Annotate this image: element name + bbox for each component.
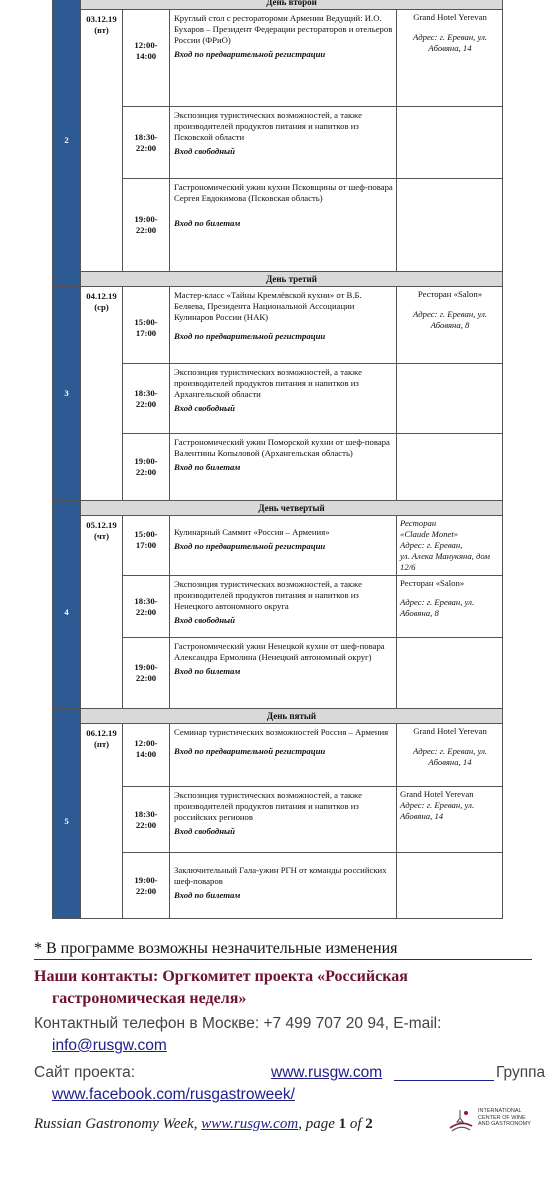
table-row — [53, 516, 503, 576]
venue-address: Адрес: г. Ереван, ул. Алека Манукяна, дом 12/6 — [400, 540, 490, 572]
day-header-row — [53, 272, 503, 287]
day-number-cell — [53, 0, 81, 10]
event-title: Семинар туристических возможностей Россия – Армения — [174, 727, 389, 737]
event-time — [123, 179, 170, 272]
event-time — [123, 576, 170, 638]
event-description — [170, 179, 397, 272]
event-time — [123, 107, 170, 179]
footer-site-link[interactable]: www.rusgw.com — [201, 1116, 299, 1132]
table-row — [53, 10, 503, 107]
event-description — [170, 107, 397, 179]
date-text: 05.12.19 — [86, 520, 117, 530]
table-row — [53, 287, 503, 364]
day-header: День четвертый — [81, 501, 503, 516]
contacts-line-1: Наши контакты: Оргкомитет проекта «Российская — [34, 968, 408, 985]
venue-address: Адрес: г. Ереван, ул. Абовяна, 14 — [412, 32, 488, 53]
event-title: Мастер-класс «Тайны Кремлёвской кухни» от В.Б. Беляева, Президента Национальной Ассоциации Кулинаров России (НАК) — [174, 290, 362, 322]
event-venue — [397, 364, 503, 434]
time-text: 12:00- 14:00 — [134, 40, 158, 61]
event-entry-note: Вход свободный — [174, 403, 235, 413]
event-entry-note: Вход по билетам — [174, 890, 241, 900]
logo-text: INTERNATIONAL CENTER OF WINE AND GASTRONOMY — [478, 1108, 531, 1127]
event-time — [123, 287, 170, 364]
table-row — [53, 724, 503, 787]
day-header-row — [53, 501, 503, 516]
footer-page-word: , page — [298, 1116, 339, 1132]
event-venue — [397, 724, 503, 787]
event-entry-note: Вход по предварительной регистрации — [174, 49, 326, 59]
event-title: Круглый стол с ресторатороми Армении Ведущий: И.О. Бухаров – Президент Федерации рестораторов и отельеров России (ФРиО) — [174, 13, 393, 45]
venue-name: Grand Hotel Yerevan — [413, 12, 487, 22]
site-label: Сайт проекта: — [34, 1064, 136, 1081]
event-description — [170, 638, 397, 709]
event-time — [123, 10, 170, 107]
event-entry-note: Вход по предварительной регистрации — [174, 331, 326, 341]
day-header: День пятый — [81, 709, 503, 724]
email-link[interactable]: info@rusgw.com — [52, 1037, 167, 1054]
event-description — [170, 576, 397, 638]
venue-address: Адрес: г. Ереван, ул. Абовяна, 14 — [400, 800, 475, 821]
group-label: Группа — [496, 1064, 546, 1081]
day-header-row — [53, 709, 503, 724]
venue-name: Ресторан «Claude Monet» — [400, 518, 459, 539]
event-venue — [397, 638, 503, 709]
day-header: День второй — [81, 0, 503, 10]
venue-name: Ресторан «Salon» — [400, 578, 465, 588]
event-description — [170, 434, 397, 501]
event-entry-note: Вход по билетам — [174, 218, 241, 228]
event-time — [123, 434, 170, 501]
icwg-logo — [446, 1106, 536, 1136]
weekday-text: (пт) — [93, 739, 110, 749]
day-number: 5 — [53, 724, 81, 919]
day-date — [81, 287, 123, 501]
day-header: День третий — [81, 272, 503, 287]
page-number: 1 — [338, 1116, 347, 1132]
event-title: Гастрономический ужин Поморской кухни от шеф-повара Валентины Копыловой (Архангельская область) — [174, 437, 390, 458]
weekday-text: (чт) — [94, 531, 109, 541]
event-venue — [397, 576, 503, 638]
time-text: 15:00- 17:00 — [134, 529, 158, 550]
day-number: 4 — [53, 516, 81, 709]
venue-address: Адрес: г. Ереван, ул. Абовяна, 8 — [400, 597, 475, 618]
event-description — [170, 853, 397, 919]
event-time — [123, 724, 170, 787]
event-description — [170, 10, 397, 107]
event-title: Экспозиция туристических возможностей, а также производителей продуктов питания и напитков из российских регионов — [174, 790, 362, 822]
day-number-cell — [53, 272, 81, 287]
event-venue — [397, 434, 503, 501]
event-venue — [397, 179, 503, 272]
day-date — [81, 10, 123, 272]
day-number-cell — [53, 709, 81, 724]
event-entry-note: Вход по билетам — [174, 462, 241, 472]
event-description — [170, 287, 397, 364]
day-header-row — [53, 0, 503, 10]
venue-name: Ресторан «Salon» — [417, 289, 483, 299]
event-venue — [397, 287, 503, 364]
weekday-text: (вт) — [94, 25, 109, 35]
footer-prefix: Russian Gastronomy Week, — [34, 1116, 202, 1132]
date-text: 03.12.19 — [86, 14, 117, 24]
event-entry-note: Вход свободный — [174, 615, 235, 625]
event-title: Экспозиция туристических возможностей, а также производителей продуктов питания и напитков из Ненецкого автономного округа — [174, 579, 362, 611]
link-underline — [394, 1062, 494, 1081]
time-text: 12:00- 14:00 — [134, 738, 158, 759]
day-date — [81, 724, 123, 919]
event-title: Экспозиция туристических возможностей, а также производителей продуктов питания и напитков из Архангельской области — [174, 367, 362, 399]
event-venue — [397, 516, 503, 576]
date-text: 06.12.19 — [86, 728, 117, 738]
event-entry-note: Вход по предварительной регистрации — [174, 746, 326, 756]
contacts-line-2: гастрономическая неделя» — [52, 990, 247, 1007]
time-text: 19:00- 22:00 — [134, 662, 158, 683]
time-text: 15:00- 17:00 — [134, 317, 158, 338]
page-total: 2 — [365, 1116, 373, 1132]
time-text: 19:00- 22:00 — [134, 214, 158, 235]
venue-name: Grand Hotel Yerevan — [413, 726, 487, 736]
wine-glass-icon — [446, 1106, 476, 1136]
event-entry-note: Вход по предварительной регистрации — [174, 541, 326, 551]
site-link[interactable]: www.rusgw.com — [271, 1064, 383, 1081]
time-text: 19:00- 22:00 — [134, 874, 158, 896]
event-entry-note: Вход свободный — [174, 826, 235, 836]
time-text: 19:00- 22:00 — [134, 456, 158, 477]
contacts-heading — [34, 966, 520, 1010]
event-title: Гастрономический ужин кухни Псковщины от шеф-повара Сергея Евдокимова (Псковская область) — [174, 182, 393, 203]
event-title: Кулинарный Саммит «Россия – Армения» — [174, 527, 330, 537]
time-text: 18:30- 22:00 — [134, 387, 158, 409]
event-description — [170, 516, 397, 576]
page-footer — [34, 1116, 373, 1133]
event-description — [170, 364, 397, 434]
event-title: Гастрономический ужин Ненецкой кухни от шеф-повара Александра Ермолина (Ненецкий автономный округ) — [174, 641, 385, 662]
venue-address: Адрес: г. Ереван, ул. Абовяна, 8 — [412, 309, 488, 330]
facebook-link[interactable]: www.facebook.com/rusgastroweek/ — [52, 1086, 295, 1103]
event-title: Экспозиция туристических возможностей, а также производителей продуктов питания и напитков из Псковской области — [174, 110, 362, 142]
event-time — [123, 787, 170, 853]
venue-address: Адрес: г. Ереван, ул. Абовяна, 14 — [412, 746, 488, 767]
event-venue — [397, 10, 503, 107]
event-description — [170, 724, 397, 787]
phone-text: Контактный телефон в Москве: +7 499 707 20 94, E-mail: — [34, 1015, 442, 1032]
day-number-cell — [53, 501, 81, 516]
date-text: 04.12.19 — [86, 291, 117, 301]
contact-phone — [34, 1013, 520, 1057]
day-date — [81, 516, 123, 709]
footer-of: of — [346, 1116, 366, 1132]
time-text: 18:30- 22:00 — [134, 808, 158, 830]
event-venue — [397, 853, 503, 919]
disclaimer: * В программе возможны незначительные изменения — [34, 940, 532, 960]
event-time — [123, 516, 170, 576]
event-entry-note: Вход свободный — [174, 146, 235, 156]
schedule-table — [52, 0, 503, 919]
event-time — [123, 364, 170, 434]
event-description — [170, 787, 397, 853]
event-venue — [397, 107, 503, 179]
time-text: 18:30- 22:00 — [134, 595, 158, 617]
event-title: Заключительный Гала-ужин РГН от команды российских шеф-поваров — [174, 865, 387, 886]
venue-name: Grand Hotel Yerevan — [400, 789, 474, 799]
event-time — [123, 853, 170, 919]
time-text: 18:30- 22:00 — [134, 131, 158, 153]
event-entry-note: Вход по билетам — [174, 666, 241, 676]
event-venue — [397, 787, 503, 853]
day-number: 2 — [53, 10, 81, 272]
event-time — [123, 638, 170, 709]
day-number: 3 — [53, 287, 81, 501]
weekday-text: (ср) — [94, 302, 109, 312]
